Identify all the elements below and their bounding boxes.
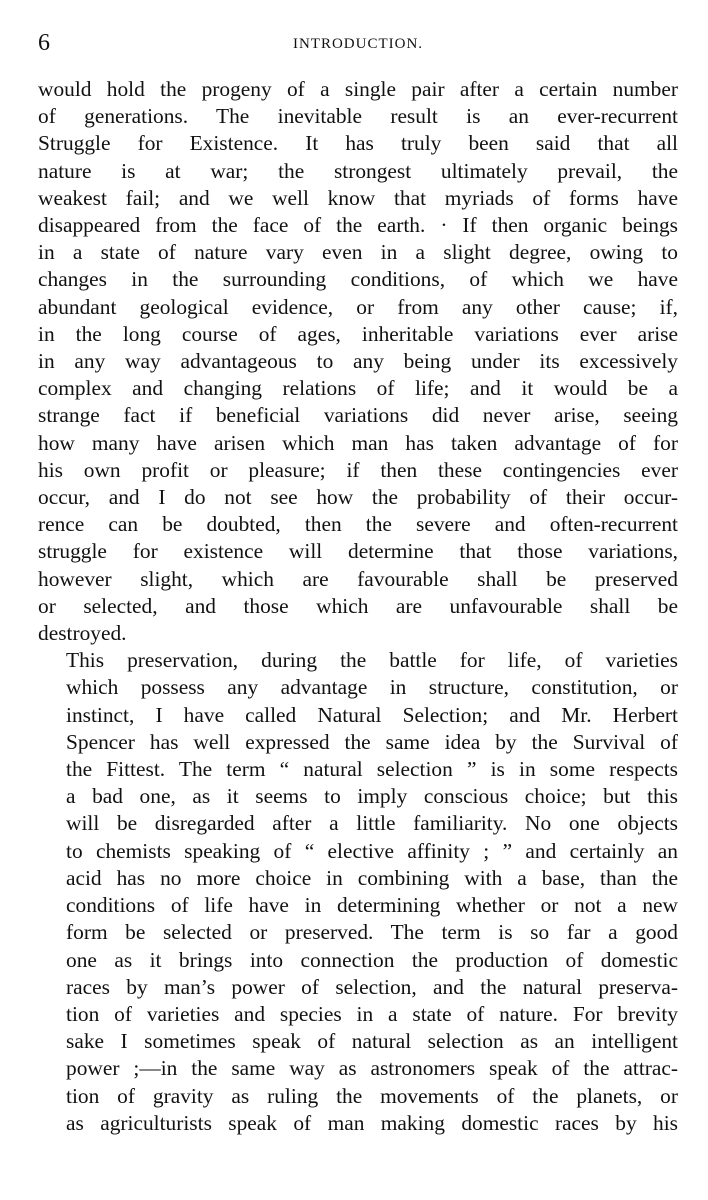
text-line: his own profit or pleasure; if then these contingencies ever: [38, 457, 678, 482]
text-line: the Fittest. The term “ natural selection ” is in some respects: [66, 757, 678, 782]
text-line: in any way advantageous to any being under its excessively: [38, 349, 678, 374]
text-line: changes in the surrounding conditions, of which we have: [38, 267, 678, 292]
text-line: or selected, and those which are unfavourable shall be: [38, 593, 678, 618]
paragraph-2: [38, 647, 678, 1137]
running-head: INTRODUCTION.: [292, 36, 424, 52]
text-line: tion of gravity as ruling the movements of the planets, or: [66, 1083, 678, 1108]
text-line: struggle for existence will determine that those variations,: [38, 539, 678, 564]
book-page: [38, 30, 678, 1137]
text-line: This preservation, during the battle for life, of varieties: [66, 648, 678, 673]
text-line: disappeared from the face of the earth. · If then organic beings: [38, 213, 678, 238]
text-line: of generations. The inevitable result is an ever-recurrent: [38, 104, 678, 129]
text-line: sake I sometimes speak of natural selection as an intelligent: [66, 1029, 678, 1054]
text-line: will be disregarded after a little familiarity. No one objects: [66, 811, 678, 836]
page-header: [38, 30, 678, 64]
text-line: which possess any advantage in structure, constitution, or: [66, 675, 678, 700]
text-line: in a state of nature vary even in a slight degree, owing to: [38, 240, 678, 265]
text-line: occur, and I do not see how the probability of their occur-: [38, 485, 678, 510]
text-line: instinct, I have called Natural Selection; and Mr. Herbert: [66, 702, 678, 727]
paragraph-1: [38, 76, 678, 647]
text-line: weakest fail; and we well know that myriads of forms have: [38, 185, 678, 210]
page-number: 6: [38, 30, 50, 56]
text-line: races by man’s power of selection, and the natural preserva-: [66, 974, 678, 999]
text-line: Spencer has well expressed the same idea by the Survival of: [66, 729, 678, 754]
text-line: nature is at war; the strongest ultimately prevail, the: [38, 158, 678, 183]
text-line: a bad one, as it seems to imply conscious choice; but this: [66, 784, 678, 809]
text-line: Struggle for Existence. It has truly been said that all: [38, 131, 678, 156]
text-line: to chemists speaking of “ elective affinity ; ” and certainly an: [66, 838, 678, 863]
text-line: would hold the progeny of a single pair after a certain number: [38, 77, 678, 101]
text-line: strange fact if beneficial variations did never arise, seeing: [38, 403, 678, 428]
text-line: abundant geological evidence, or from any other cause; if,: [38, 294, 678, 319]
text-line: how many have arisen which man has taken advantage of for: [38, 430, 678, 455]
text-line: in the long course of ages, inheritable variations ever arise: [38, 321, 678, 346]
text-line: conditions of life have in determining whether or not a new: [66, 893, 678, 918]
text-line: however slight, which are favourable shall be preserved: [38, 566, 678, 591]
text-line: form be selected or preserved. The term is so far a good: [66, 920, 678, 945]
body-text: [38, 76, 678, 1137]
text-line: power ;—in the same way as astronomers speak of the attrac-: [66, 1056, 678, 1081]
text-line: as agriculturists speak of man making domestic races by his: [66, 1110, 678, 1135]
text-line: one as it brings into connection the production of domestic: [66, 947, 678, 972]
text-line: rence can be doubted, then the severe and often-recurrent: [38, 512, 678, 537]
text-line: tion of varieties and species in a state of nature. For brevity: [66, 1001, 678, 1026]
text-line: destroyed.: [38, 621, 127, 646]
text-line: acid has no more choice in combining with a base, than the: [66, 865, 678, 890]
text-line: complex and changing relations of life; and it would be a: [38, 376, 678, 401]
